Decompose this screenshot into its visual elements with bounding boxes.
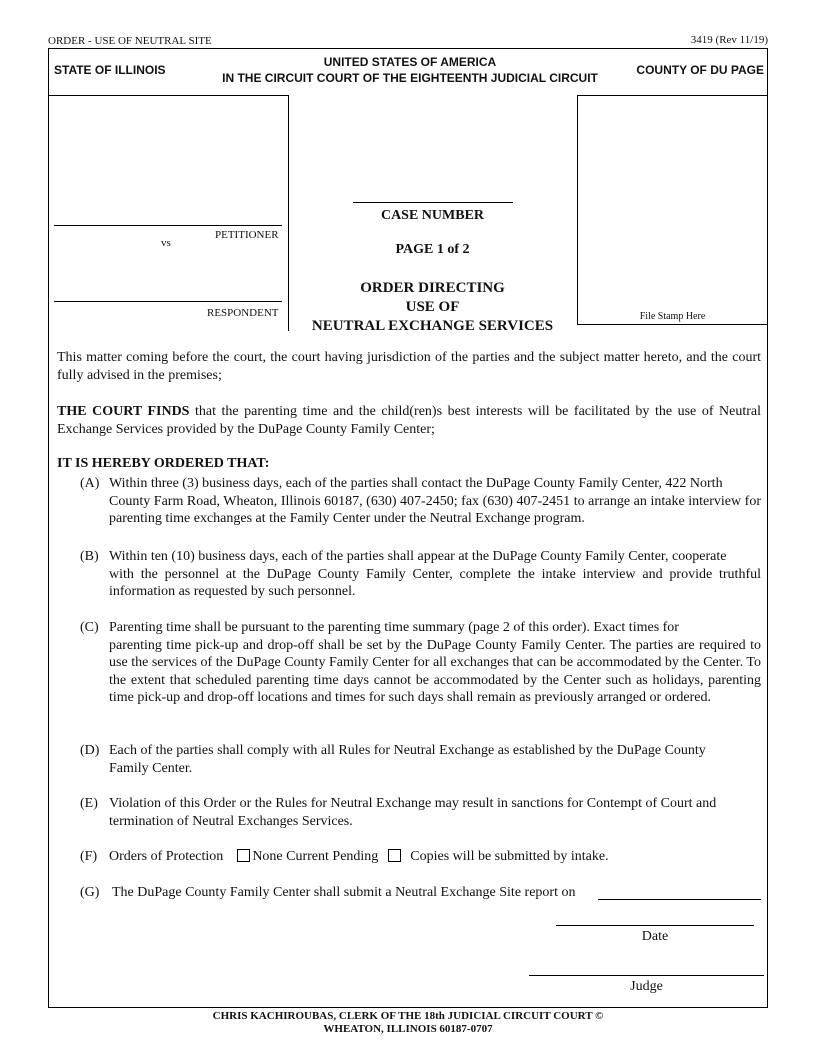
court-label: IN THE CIRCUIT COURT OF THE EIGHTEENTH JUDICIAL CIRCUIT: [222, 71, 598, 85]
ordered-heading: IT IS HEREBY ORDERED THAT:: [57, 456, 270, 471]
item-f-letter: (F): [80, 849, 98, 864]
item-d-rest: Family Center.: [109, 760, 193, 776]
item-c-letter: (C): [80, 620, 99, 635]
judge-label: Judge: [630, 979, 663, 994]
date-label: Date: [641, 929, 669, 944]
footer-address: WHEATON, ILLINOIS 60187-0707: [323, 1023, 493, 1035]
item-b-line1: Within ten (10) business days, each of the parties shall appear at the DuPage County Family Center, cooperate: [109, 549, 727, 564]
case-number-line[interactable]: [353, 202, 513, 203]
item-b-rest: with the personnel at the DuPage County Family Center, complete the intake interview and provide truthful information as requested by such personnel.: [109, 566, 761, 599]
findings-text: that the parenting time and the child(ren)s best interests will be facilitated by the use of Neutral Exchange Services provided by the DuPage County Family Center;: [57, 404, 761, 437]
findings-paragraph: [57, 403, 761, 439]
copies-label: Copies will be submitted by intake.: [410, 849, 609, 864]
findings-label: THE COURT FINDS: [57, 404, 190, 419]
respondent-line[interactable]: [54, 301, 282, 302]
report-date-line[interactable]: [598, 899, 761, 900]
item-c-line1: Parenting time shall be pursuant to the parenting time summary (page 2 of this order). Exact times for: [109, 620, 679, 635]
copies-checkbox[interactable]: [388, 849, 401, 862]
order-title-line1: ORDER DIRECTING: [360, 280, 505, 296]
item-a-rest: County Farm Road, Wheaton, Illinois 60187, (630) 407-2450; fax (630) 407-2451 to arrange an intake interview for parenting time exchanges at the Family Center under the Neutral Exchange program.: [109, 493, 761, 526]
header-rule-left: [48, 95, 288, 96]
item-f-label: Orders of Protection: [109, 849, 224, 864]
county-label: COUNTY OF DU PAGE: [636, 63, 764, 77]
item-d-line1: Each of the parties shall comply with all Rules for Neutral Exchange as established by the DuPage County: [109, 743, 706, 758]
item-e-rest: termination of Neutral Exchanges Services.: [109, 813, 353, 829]
item-b: [80, 548, 761, 601]
none-pending-label: None Current Pending: [252, 849, 379, 864]
item-c: [80, 619, 761, 707]
item-d-letter: (D): [80, 743, 100, 758]
state-label: STATE OF ILLINOIS: [54, 63, 166, 77]
order-title: [290, 279, 575, 336]
item-e: [80, 795, 761, 830]
judge-line[interactable]: [529, 975, 764, 976]
order-title-line2: USE OF: [405, 299, 460, 315]
file-stamp-box[interactable]: [577, 95, 768, 325]
respondent-label: RESPONDENT: [207, 307, 279, 319]
item-g: [80, 884, 575, 901]
item-c-rest: parenting time pick-up and drop-off shall be set by the DuPage County Family Center. The parties are required to use the services of the DuPage County Family Center for all exchanges that can be accommodated by the Center. To the extent that scheduled parenting time days cannot be accommodated by the Center such as holidays, parenting time pick-up and drop-off locations and times for such days shall remain as previously arranged or ordered.: [109, 637, 761, 705]
item-g-letter: (G): [80, 885, 100, 900]
file-stamp-label: File Stamp Here: [639, 311, 706, 322]
item-f: [80, 848, 609, 865]
intro-paragraph: This matter coming before the court, the court having jurisdiction of the parties and the subject matter hereto, and the court fully advised in the premises;: [57, 350, 761, 383]
country-label: UNITED STATES OF AMERICA: [323, 55, 497, 69]
item-e-line1: Violation of this Order or the Rules for Neutral Exchange may result in sanctions for Contempt of Court and: [109, 796, 717, 811]
petitioner-label: PETITIONER: [215, 229, 279, 241]
item-a-line1: Within three (3) business days, each of the parties shall contact the DuPage County Family Center, 422 North: [109, 476, 723, 491]
page-label: PAGE 1 of 2: [395, 242, 470, 257]
footer-clerk: CHRIS KACHIROUBAS, CLERK OF THE 18th JUDICIAL CIRCUIT COURT ©: [212, 1010, 604, 1022]
item-b-letter: (B): [80, 549, 99, 564]
petitioner-line[interactable]: [54, 225, 282, 226]
date-line[interactable]: [556, 925, 754, 926]
form-title: ORDER - USE OF NEUTRAL SITE: [48, 35, 212, 47]
case-number-label: CASE NUMBER: [380, 208, 485, 223]
none-pending-checkbox[interactable]: [237, 849, 250, 862]
item-e-letter: (E): [80, 796, 98, 811]
item-d: [80, 742, 761, 777]
vs-label: vs: [161, 237, 171, 249]
order-title-line3: NEUTRAL EXCHANGE SERVICES: [311, 318, 554, 334]
form-number: 3419 (Rev 11/19): [690, 34, 768, 46]
item-a-letter: (A): [80, 476, 100, 491]
item-a: [80, 475, 761, 528]
item-g-text: The DuPage County Family Center shall submit a Neutral Exchange Site report on: [112, 885, 576, 900]
caption-divider: [288, 95, 289, 331]
